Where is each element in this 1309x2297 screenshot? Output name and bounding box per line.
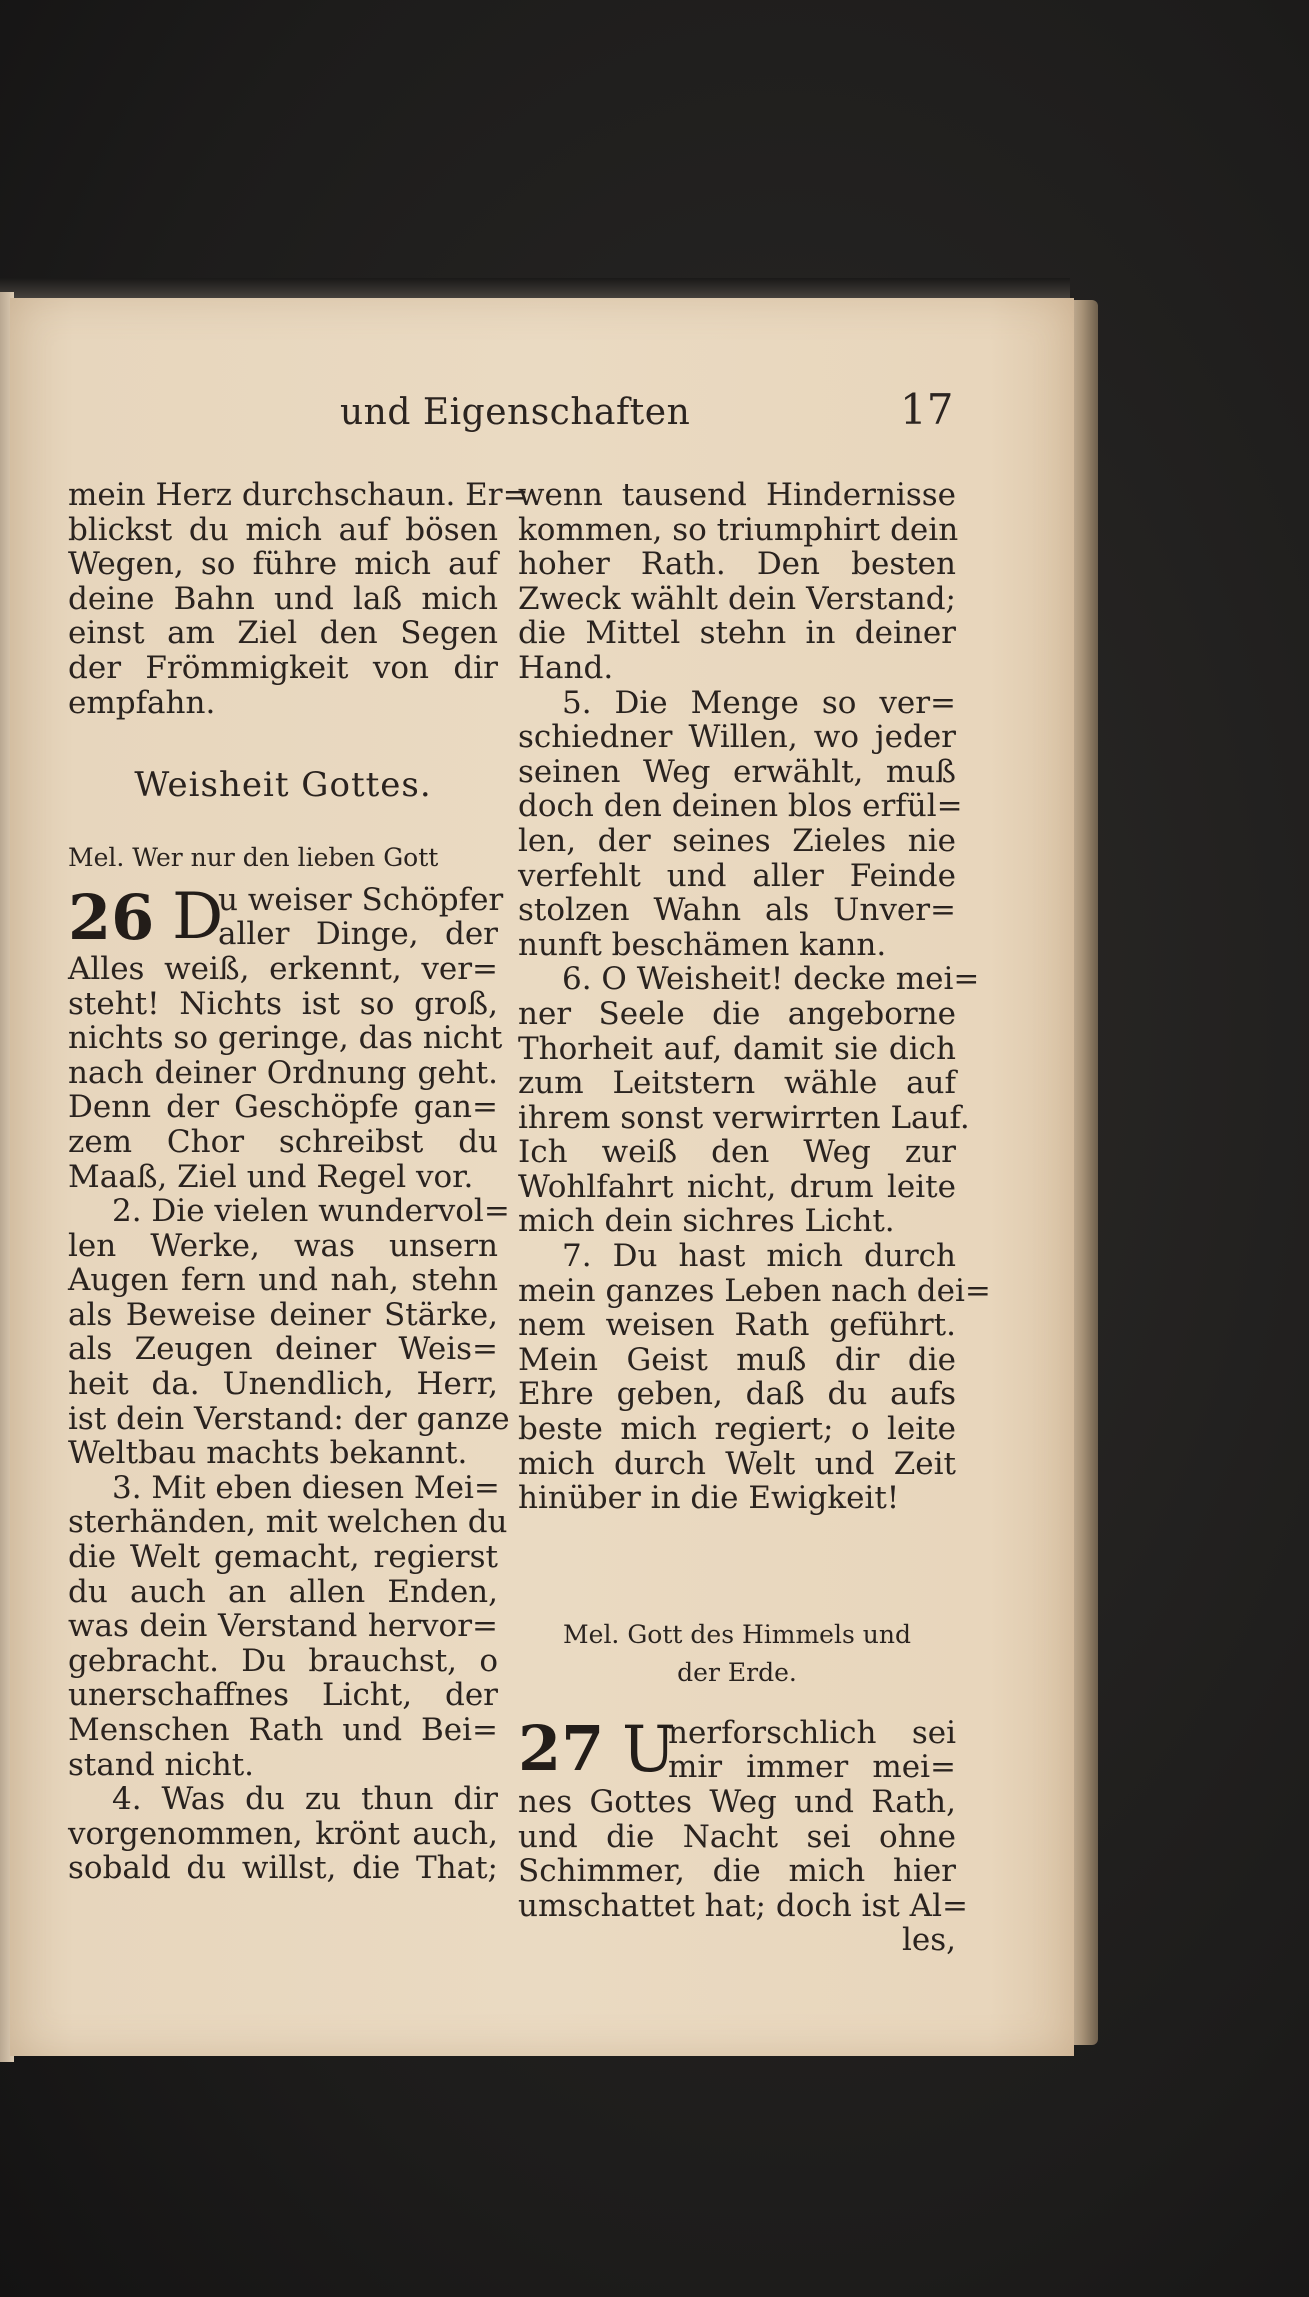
verse-7-line: Ehre geben, daß du aufs [518,1376,956,1413]
verse-7-line: mich durch Welt und Zeit [518,1445,956,1482]
verse-6-line: mich dein sichres Licht. [518,1203,895,1240]
verse-3-line: stand nicht. [68,1746,255,1783]
text-line: deine Bahn und laß mich [68,580,498,617]
left-column [68,477,529,1887]
text-line: Schimmer, die mich hier [518,1853,956,1890]
verse-7-line: mein ganzes Leben nach dei= [518,1272,991,1309]
verse-7-line: Mein Geist muß dir die [518,1341,956,1378]
verse-3-line: du auch an allen Enden, [68,1573,498,1610]
verse-7-line: nem weisen Rath geführt. [518,1307,956,1344]
verse-6-line: Wohlfahrt nicht, drum leite [518,1168,956,1205]
right-column [518,477,991,1959]
running-head: und Eigenschaften [340,392,691,433]
verse-2-line: als Beweise deiner Stärke, [68,1296,498,1333]
text-line: einst am Ziel den Segen [68,615,498,652]
text-line: umschattet hat; doch ist Al= [518,1887,968,1924]
text-line: Wegen, so führe mich auf [68,546,498,583]
verse-3-line: sterhänden, mit welchen du [68,1504,508,1541]
verse-5-line: stolzen Wahn als Unver= [518,892,956,929]
text-line: steht! Nichts ist so groß, [68,985,498,1022]
hymn-number: 27 [518,1711,605,1785]
drop-cap: D [172,879,224,954]
verse-6-line: ihrem sonst verwirrten Lauf. [518,1099,970,1136]
text-line: mein Herz durchschaun. Er= [68,477,529,513]
text-line: Denn der Geschöpfe gan= [68,1089,498,1126]
text-line: nichts so geringe, das nicht [68,1020,503,1057]
verse-3-line: was dein Verstand hervor= [68,1608,498,1645]
verse-3-line: unerschaffnes Licht, der [68,1677,498,1714]
verse-4-line: vorgenommen, krönt auch, [68,1815,498,1852]
verse-6-line: Thorheit auf, damit sie dich [518,1030,956,1067]
hymn-number: 26 [68,880,155,954]
text-line: nach deiner Ordnung geht. [68,1054,498,1091]
hymn-27 [518,1711,968,1959]
verse-4-line: wenn tausend Hindernisse [518,477,956,513]
drop-cap: U [622,1712,676,1787]
verse-7-line: hinüber in die Ewigkeit! [518,1480,900,1517]
verse-3-line: Menschen Rath und Bei= [68,1712,498,1748]
text-line: nes Gottes Weg und Rath, [518,1784,956,1820]
verse-2-line: ist dein Verstand: der ganze [68,1400,510,1437]
text-line: und die Nacht sei ohne [518,1818,956,1855]
verse-3-line: 3. Mit eben diesen Mei= [112,1469,500,1506]
text-line: empfahn. [68,684,216,721]
text-line: nerforschlich sei [668,1714,956,1751]
catchword: les, [901,1922,956,1959]
verse-6-line: ner Seele die angeborne [518,995,956,1032]
text-line: blickst du mich auf bösen [68,511,498,548]
verse-6-line: 6. O Weisheit! decke mei= [562,961,980,998]
verse-7-line: 7. Du hast mich durch [562,1238,956,1275]
verse-4-line: 4. Was du zu thun dir [112,1781,498,1818]
verse-4-line: kommen, so triumphirt dein [518,511,959,548]
verse-5-line: seinen Weg erwählt, muß [518,753,956,790]
verse-6-line: zum Leitstern wähle auf [518,1065,956,1102]
melody-line: Mel. Wer nur den lieben Gott [68,842,439,872]
verse-4-line: hoher Rath. Den besten [518,546,956,583]
verse-2-line: Weltbau machts bekannt. [68,1435,468,1472]
verse-2-line: heit da. Unendlich, Herr, [68,1366,498,1403]
verse-5-line: doch den deinen blos erfül= [518,788,963,825]
melody-line: Mel. Gott des Himmels und [563,1619,911,1649]
text-line: der Frömmigkeit von dir [68,649,498,686]
text-line: zem Chor schreibst du [68,1123,498,1160]
verse-7-line: beste mich regiert; o leite [518,1411,956,1448]
text-line: mir immer mei= [668,1749,956,1786]
verse-4-line: sobald du willst, die That; [68,1850,498,1887]
verse-6-line: Ich weiß den Weg zur [518,1134,956,1171]
verse-2-line: len Werke, was unsern [68,1227,498,1264]
verse-3-line: die Welt gemacht, regierst [68,1539,498,1576]
page-number: 17 [900,385,954,434]
verse-4-line: Hand. [518,649,614,686]
continuation-text [68,477,529,721]
verse-2-line: 2. Die vielen wundervol= [112,1193,510,1230]
verse-2-line: Augen fern und nah, stehn [68,1262,498,1299]
text-line: u weiser Schöpfer [218,881,504,918]
melody-line: der Erde. [677,1657,797,1687]
verse-5-line: 5. Die Menge so ver= [562,684,956,721]
verse-5-line: verfehlt und aller Feinde [518,857,956,894]
text-line: Maaß, Ziel und Regel vor. [68,1158,474,1195]
verse-4-line: die Mittel stehn in deiner [518,615,956,652]
verse-5-line: schiedner Willen, wo jeder [518,719,956,756]
text-line: aller Dinge, der [218,916,498,953]
verse-4-line: Zweck wählt dein Verstand; [518,580,956,617]
verse-5-line: nunft beschämen kann. [518,926,887,963]
text-line: Alles weiß, erkennt, ver= [68,950,498,987]
spacer [518,1516,956,1616]
verse-3-line: gebracht. Du brauchst, o [68,1642,498,1679]
hymn-26 [68,879,510,1887]
section-title: Weisheit Gottes. [134,765,432,806]
verse-2-line: als Zeugen deiner Weis= [68,1331,498,1368]
verse-5-line: len, der seines Zieles nie [518,822,956,859]
book-top-edge [0,278,1070,300]
